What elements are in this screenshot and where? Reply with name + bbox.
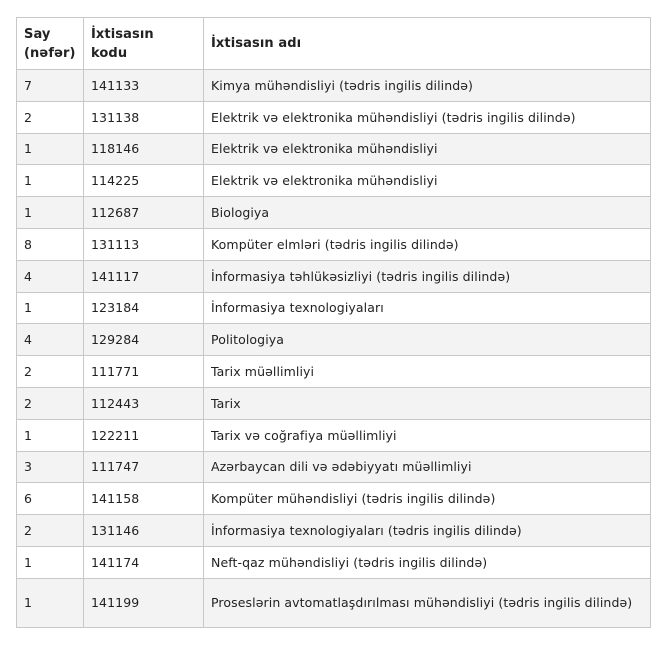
- table-row: [17, 578, 651, 627]
- cell-code: 141174: [84, 546, 204, 578]
- cell-code: 123184: [84, 292, 204, 324]
- cell-count: 7: [17, 70, 84, 102]
- cell-count: 4: [17, 324, 84, 356]
- cell-name: Kimya mühəndisliyi (tədris ingilis dilində): [204, 70, 651, 102]
- cell-count: 1: [17, 133, 84, 165]
- header-row: [17, 18, 651, 70]
- table-row: [17, 451, 651, 483]
- cell-name: Tarix və coğrafiya müəllimliyi: [204, 419, 651, 451]
- cell-count: 2: [17, 101, 84, 133]
- cell-count: 1: [17, 546, 84, 578]
- cell-code: 131113: [84, 228, 204, 260]
- cell-code: 141117: [84, 260, 204, 292]
- cell-name: Tarix: [204, 387, 651, 419]
- cell-code: 122211: [84, 419, 204, 451]
- table-header: [17, 18, 651, 70]
- header-count: Say (nəfər): [17, 18, 84, 70]
- table-row: [17, 356, 651, 388]
- cell-count: 6: [17, 483, 84, 515]
- table-row: [17, 483, 651, 515]
- table-row: [17, 260, 651, 292]
- cell-name: İnformasiya texnologiyaları: [204, 292, 651, 324]
- table-row: [17, 197, 651, 229]
- cell-code: 131138: [84, 101, 204, 133]
- cell-code: 129284: [84, 324, 204, 356]
- cell-code: 141158: [84, 483, 204, 515]
- cell-code: 118146: [84, 133, 204, 165]
- cell-code: 114225: [84, 165, 204, 197]
- cell-name: Elektrik və elektronika mühəndisliyi: [204, 133, 651, 165]
- cell-name: Politologiya: [204, 324, 651, 356]
- table-row: [17, 419, 651, 451]
- cell-code: 112443: [84, 387, 204, 419]
- table-row: [17, 324, 651, 356]
- table-row: [17, 133, 651, 165]
- cell-code: 111747: [84, 451, 204, 483]
- table-row: [17, 70, 651, 102]
- cell-count: 2: [17, 387, 84, 419]
- table-row: [17, 292, 651, 324]
- cell-count: 1: [17, 419, 84, 451]
- cell-name: Proseslərin avtomatlaşdırılması mühəndisliyi (tədris ingilis dilində): [204, 578, 651, 627]
- table-row: [17, 515, 651, 547]
- cell-name: Biologiya: [204, 197, 651, 229]
- table-row: [17, 101, 651, 133]
- cell-name: Azərbaycan dili və ədəbiyyatı müəllimliyi: [204, 451, 651, 483]
- cell-count: 1: [17, 292, 84, 324]
- cell-name: İnformasiya texnologiyaları (tədris ingilis dilində): [204, 515, 651, 547]
- cell-name: Tarix müəllimliyi: [204, 356, 651, 388]
- table-row: [17, 228, 651, 260]
- cell-name: İnformasiya təhlükəsizliyi (tədris ingilis dilində): [204, 260, 651, 292]
- cell-count: 1: [17, 197, 84, 229]
- header-name: İxtisasın adı: [204, 18, 651, 70]
- cell-code: 112687: [84, 197, 204, 229]
- cell-name: Elektrik və elektronika mühəndisliyi (tədris ingilis dilində): [204, 101, 651, 133]
- cell-count: 1: [17, 578, 84, 627]
- cell-code: 111771: [84, 356, 204, 388]
- table-row: [17, 165, 651, 197]
- cell-name: Neft-qaz mühəndisliyi (tədris ingilis dilində): [204, 546, 651, 578]
- cell-name: Elektrik və elektronika mühəndisliyi: [204, 165, 651, 197]
- table-row: [17, 387, 651, 419]
- cell-count: 1: [17, 165, 84, 197]
- cell-count: 2: [17, 515, 84, 547]
- cell-name: Kompüter elmləri (tədris ingilis dilində): [204, 228, 651, 260]
- cell-count: 8: [17, 228, 84, 260]
- cell-code: 131146: [84, 515, 204, 547]
- specialties-table: [16, 17, 651, 628]
- cell-name: Kompüter mühəndisliyi (tədris ingilis dilində): [204, 483, 651, 515]
- cell-code: 141133: [84, 70, 204, 102]
- header-code: İxtisasın kodu: [84, 18, 204, 70]
- cell-count: 2: [17, 356, 84, 388]
- cell-code: 141199: [84, 578, 204, 627]
- table-body: [17, 70, 651, 628]
- cell-count: 4: [17, 260, 84, 292]
- table-row: [17, 546, 651, 578]
- cell-count: 3: [17, 451, 84, 483]
